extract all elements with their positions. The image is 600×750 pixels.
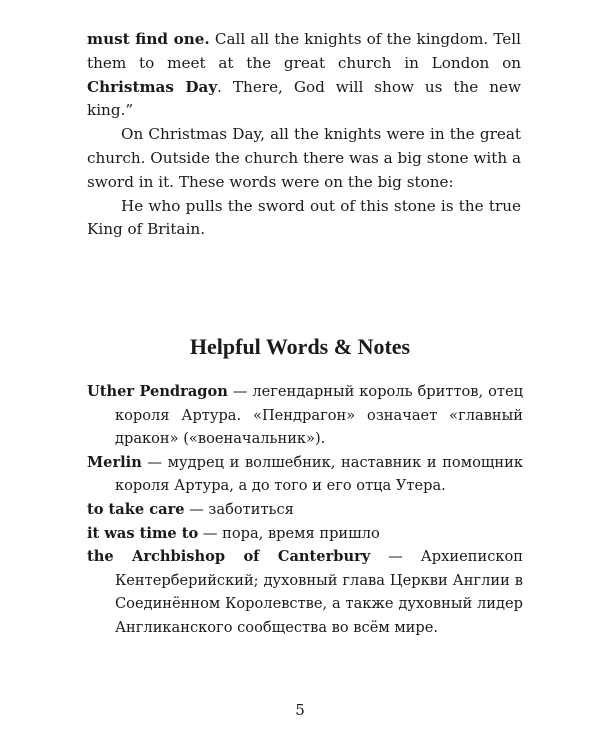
- story-text: [87, 28, 521, 242]
- emphasis-christmas-day: Christmas Day: [87, 77, 218, 96]
- glossary-term: the Archbishop of Canterbury: [87, 548, 371, 566]
- glossary-definition: — заботиться: [184, 500, 294, 518]
- glossary-term: Uther Pendragon: [87, 383, 228, 400]
- glossary-definition: — Архиепископ Кентерберийский; духовный глава Церкви Англии в Соединённом Королевстве, а также духовный лидер Англиканского сообщества во всём мире.: [115, 548, 524, 636]
- glossary-entry-uther-pendragon: [87, 380, 523, 451]
- glossary-list: [87, 380, 523, 640]
- story-paragraph-1: [87, 28, 521, 123]
- section-title: Helpful Words & Notes: [189, 334, 411, 359]
- glossary-entry-it-was-time-to: [87, 522, 523, 546]
- glossary-entry-merlin: [87, 451, 523, 498]
- story-paragraph-2: On Christmas Day, all the knights were in the great church. Outside the church there was a big stone with a sword in it. These words were on the big stone:: [87, 125, 521, 191]
- story-paragraph-1-text-a: Call all the knights of the kingdom. Tell them to meet at the great church in London on: [87, 30, 521, 72]
- story-paragraph-3: He who pulls the sword out of this stone is the true King of Britain.: [87, 196, 521, 239]
- emphasis-must-find-one: must find one.: [87, 30, 210, 48]
- glossary-definition: — мудрец и волшебник, наставник и помощник короля Артура, а до того и его отца Утера.: [115, 453, 523, 495]
- glossary-term: to take care: [87, 500, 185, 518]
- story-paragraph-1-text-b: . There, God will show us the new king.”: [87, 77, 521, 120]
- glossary-definition: — пора, время пришло: [198, 524, 380, 542]
- glossary-term: Merlin: [87, 453, 142, 471]
- page-number: 5: [295, 701, 305, 719]
- glossary-term: it was time to: [87, 524, 199, 542]
- glossary-definition: — легендарный король бриттов, отец короля Артура. «Пендрагон» означает «главный дракон» («военачальник»).: [115, 383, 523, 448]
- glossary-entry-archbishop-of-canterbury: [87, 545, 523, 639]
- glossary-entry-to-take-care: [87, 498, 523, 522]
